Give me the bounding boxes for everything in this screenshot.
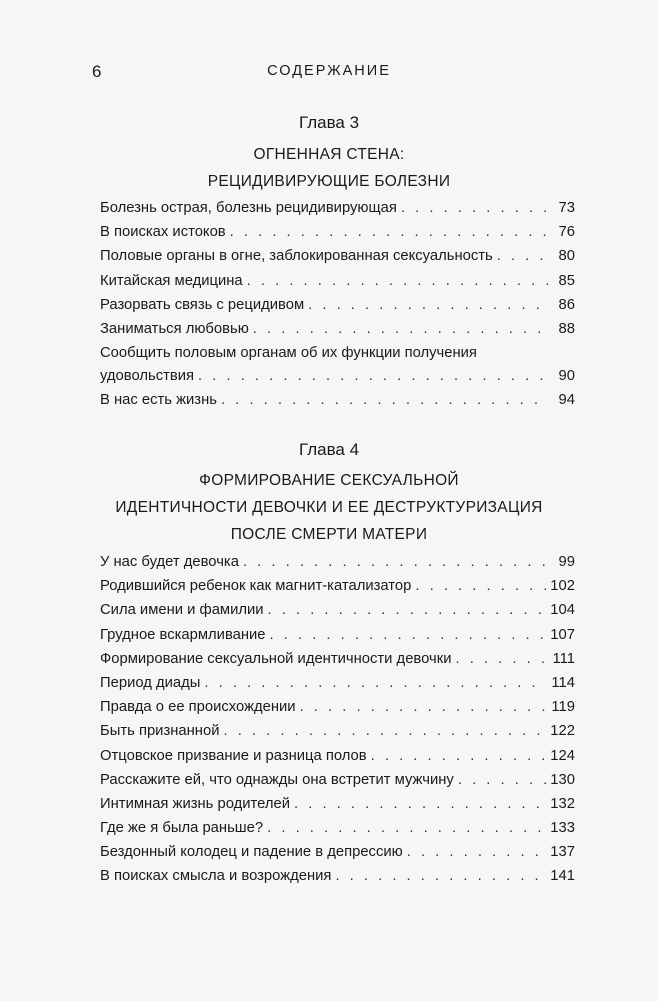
toc-entry-page: 107 [550, 626, 575, 643]
toc-entry-page: 90 [558, 367, 575, 384]
dot-leader [230, 224, 549, 240]
toc-entry[interactable] [100, 844, 575, 868]
toc-entry-title: Расскажите ей, что однажды она встретит мужчину [100, 771, 454, 788]
toc-entry[interactable] [100, 796, 575, 820]
dot-leader [458, 772, 546, 788]
chapter-title-line: РЕЦИДИВИРУЮЩИЕ БОЛЕЗНИ [207, 173, 451, 190]
toc-entry-title: Где же я была раньше? [100, 820, 264, 837]
toc-entry[interactable] [100, 651, 575, 675]
toc-entry-title: Сила имени и фамилии [100, 602, 264, 619]
toc-entry-page: 102 [550, 578, 575, 595]
toc-entry-page: 88 [558, 320, 575, 337]
toc-entry-page: 86 [558, 296, 575, 313]
dot-leader [300, 699, 548, 715]
toc-entry[interactable] [100, 224, 575, 248]
toc-entry[interactable] [100, 578, 575, 602]
toc-entry[interactable] [100, 699, 575, 723]
toc-entry-page: 114 [551, 674, 575, 691]
toc-entry-title: Половые органы в огне, заблокированная сексуальность [100, 248, 493, 265]
toc-entry-page: 80 [558, 248, 575, 265]
toc-entry-title: удовольствия [100, 367, 195, 384]
toc-entry-title: Период диады [100, 674, 201, 691]
toc-entry-title: Родившийся ребенок как магнит-катализатор [100, 578, 412, 595]
toc-entry-page: 137 [550, 844, 575, 861]
toc-entry[interactable] [100, 723, 575, 747]
toc-entry-page: 85 [558, 272, 575, 289]
toc-entry[interactable] [100, 392, 575, 416]
toc-entry[interactable] [100, 297, 575, 321]
dot-leader [335, 868, 546, 884]
dot-leader [268, 602, 547, 618]
toc-entry-title: Быть признанной [100, 723, 220, 740]
chapter-3-toc [100, 200, 575, 416]
dot-leader [294, 796, 546, 812]
chapter-4-title [0, 467, 658, 548]
toc-entry-title: Бездонный колодец и падение в депрессию [100, 844, 403, 861]
toc-entry-page: 111 [552, 650, 575, 667]
dot-leader [308, 297, 549, 313]
chapter-4-toc [100, 554, 575, 893]
toc-entry[interactable] [100, 248, 575, 272]
toc-entry-page: 133 [550, 820, 575, 837]
toc-entry[interactable] [100, 868, 575, 892]
running-head: СОДЕРЖАНИЕ [267, 63, 391, 79]
toc-entry-title: Правда о ее происхождении [100, 699, 296, 716]
toc-entry-page: 130 [550, 771, 575, 788]
dot-leader [243, 554, 549, 570]
toc-entry-page: 99 [558, 554, 575, 570]
chapter-title-line: ПОСЛЕ СМЕРТИ МАТЕРИ [230, 526, 428, 543]
dot-leader [415, 578, 546, 594]
chapter-4-label: Глава 4 [298, 440, 360, 459]
toc-entry[interactable] [100, 321, 575, 345]
chapter-title-line: ИДЕНТИЧНОСТИ ДЕВОЧКИ И ЕЕ ДЕСТРУКТУРИЗАЦИЯ [115, 499, 543, 516]
page-number: 6 [92, 62, 102, 81]
toc-entry-page: 119 [551, 699, 575, 716]
toc-entry-title: В нас есть жизнь [100, 391, 217, 408]
toc-entry-title: Разорвать связь с рецидивом [100, 296, 305, 313]
toc-entry-title: Сообщить половым органам об их функции получения [100, 345, 477, 362]
toc-entry-first-line[interactable] [100, 345, 575, 368]
chapter-title-line: ОГНЕННАЯ СТЕНА: [253, 146, 405, 163]
dot-leader [267, 820, 546, 836]
dot-leader [371, 748, 547, 764]
toc-entry-title: Интимная жизнь родителей [100, 795, 290, 812]
toc-entry[interactable] [100, 772, 575, 796]
dot-leader [223, 723, 546, 739]
toc-entry-title: У нас будет девочка [100, 554, 239, 570]
toc-entry[interactable] [100, 368, 575, 392]
toc-entry-page: 122 [550, 723, 575, 740]
toc-entry-title: Формирование сексуальной идентичности девочки [100, 650, 452, 667]
dot-leader [455, 651, 548, 667]
toc-entry-page: 132 [550, 795, 575, 812]
dot-leader [407, 844, 547, 860]
toc-entry[interactable] [100, 200, 575, 224]
toc-entry[interactable] [100, 627, 575, 651]
toc-entry-page: 124 [550, 747, 575, 764]
toc-entry-title: Болезнь острая, болезнь рецидивирующая [100, 200, 397, 216]
toc-entry-page: 73 [558, 200, 575, 216]
toc-entry[interactable] [100, 554, 575, 578]
toc-entry-page: 104 [550, 602, 575, 619]
toc-entry-title: В поисках смысла и возрождения [100, 868, 332, 885]
toc-entry-title: Отцовское призвание и разница полов [100, 747, 367, 764]
chapter-3-label: Глава 3 [298, 113, 360, 132]
dot-leader [401, 200, 549, 216]
dot-leader [247, 273, 549, 289]
chapter-3-title [0, 141, 658, 195]
dot-leader [204, 675, 547, 691]
toc-entry[interactable] [100, 273, 575, 297]
toc-entry-title: Грудное вскармливание [100, 626, 266, 643]
toc-entry[interactable] [100, 748, 575, 772]
dot-leader [270, 627, 547, 643]
toc-entry-page: 141 [550, 868, 575, 885]
toc-entry-page: 94 [558, 391, 575, 408]
dot-leader [497, 248, 549, 264]
toc-entry[interactable] [100, 820, 575, 844]
dot-leader [221, 392, 549, 408]
toc-entry[interactable] [100, 675, 575, 699]
toc-entry-title: Китайская медицина [100, 272, 243, 289]
chapter-title-line: ФОРМИРОВАНИЕ СЕКСУАЛЬНОЙ [199, 472, 459, 489]
dot-leader [253, 321, 549, 337]
dot-leader [198, 368, 549, 384]
toc-entry-page: 76 [558, 224, 575, 241]
toc-entry-title: В поисках истоков [100, 224, 226, 241]
toc-entry-title: Заниматься любовью [100, 320, 249, 337]
toc-entry[interactable] [100, 602, 575, 626]
